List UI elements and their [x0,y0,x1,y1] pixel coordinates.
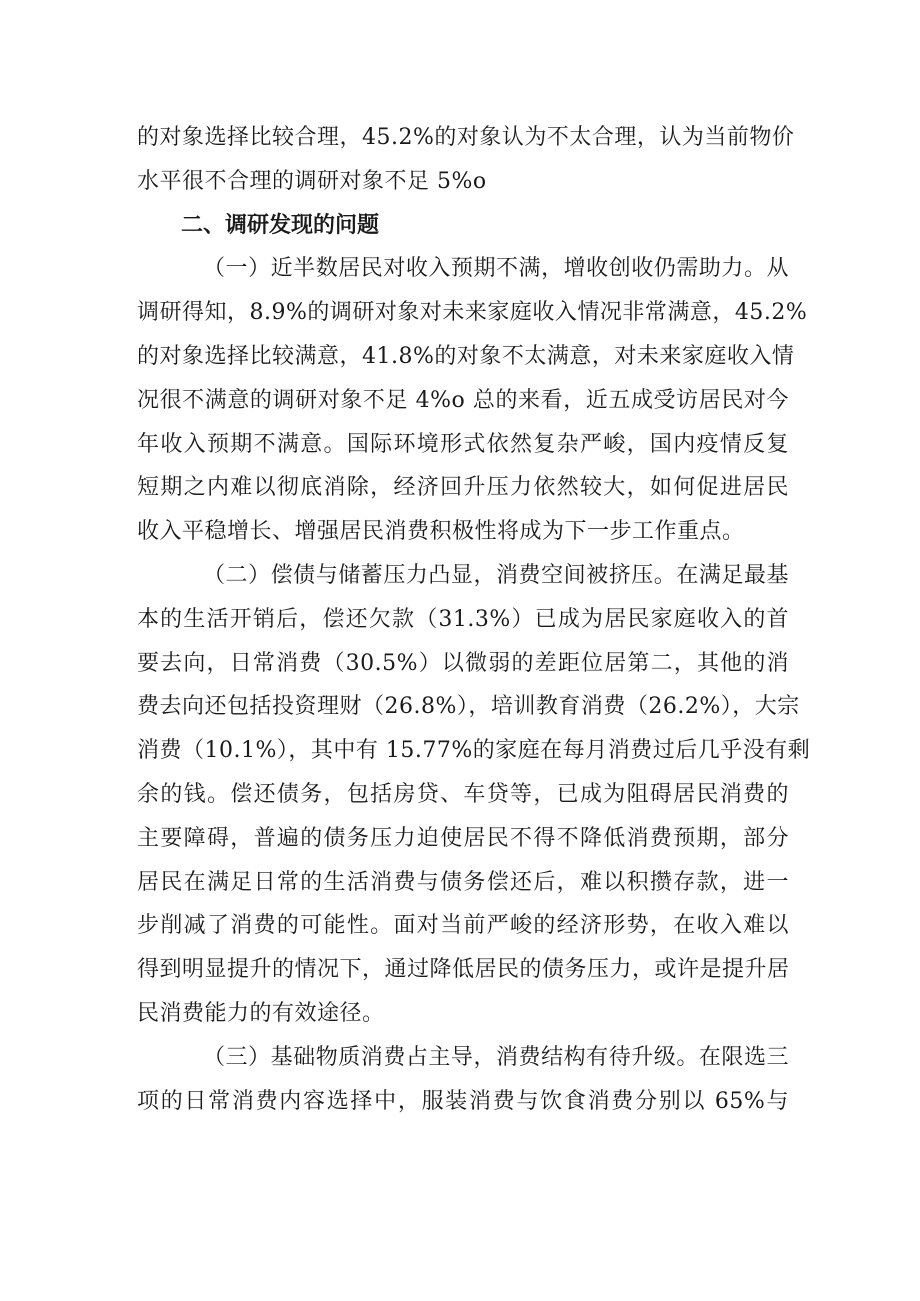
intro-paragraph [137,116,795,204]
paragraph-1 [137,247,808,554]
text-line: 费去向还包括投资理财（26.8%），培训教育消费（26.2%），大宗 [137,694,800,720]
text-line: 余的钱。偿还债务，包括房贷、车贷等，已成为阻碍居民消费的 [137,781,789,807]
text-line: 消费（10.1%），其中有 15.77%的家庭在每月消费过后几乎没有剩 [137,738,811,764]
text-line: 短期之内难以彻底消除，经济回升压力依然较大，如何促进居民 [137,475,789,501]
text-line: 居民在满足日常的生活消费与债务偿还后，难以积攒存款，进一 [137,869,789,895]
text-line: 步削减了消费的可能性。面对当前严峻的经济形势，在收入难以 [137,913,789,939]
text-line: 得到明显提升的情况下，通过降低居民的债务压力，或许是提升居 [137,957,790,983]
text-line: 本的生活开销后，偿还欠款（31.3%）已成为居民家庭收入的首 [137,606,789,632]
paragraph-3 [137,1036,789,1124]
text-line: 项的日常消费内容选择中，服装消费与饮食消费分别以 65%与 [137,1088,789,1114]
text-line: （三）基础物质消费占主导，消费结构有待升级。在限选三 [203,1044,789,1070]
text-line: （一）近半数居民对收入预期不满，增收创收仍需助力。从 [203,256,789,282]
text-line: 调研得知，8.9%的调研对象对未来家庭收入情况非常满意，45.2% [137,300,808,326]
text-line: 的对象选择比较合理，45.2%的对象认为不太合理，认为当前物价 [137,125,795,150]
text-line: 主要障碍，普遍的债务压力迫使居民不得不降低消费预期，部分 [137,825,789,851]
paragraph-2 [137,554,811,1036]
text-line: 况很不满意的调研对象不足 4%o 总的来看，近五成受访居民对今 [137,387,789,413]
text-line: 收入平稳增长、增强居民消费积极性将成为下一步工作重点。 [137,519,745,545]
text-line: 的对象选择比较满意，41.8%的对象不太满意，对未来家庭收入情 [137,343,795,369]
text-line: 民消费能力的有效途径。 [137,1000,385,1026]
text-line: 要去向，日常消费（30.5%）以微弱的差距位居第二，其他的消 [137,650,789,676]
text-line: （二）偿债与储蓄压力凸显，消费空间被挤压。在满足最基 [203,562,789,588]
text-line: 水平很不合理的调研对象不足 5%o [137,168,487,194]
section-heading: 二、调研发现的问题 [181,212,380,238]
text-line: 年收入预期不满意。国际环境形式依然复杂严峻，国内疫情反复 [137,431,789,457]
document-page [137,116,811,1123]
